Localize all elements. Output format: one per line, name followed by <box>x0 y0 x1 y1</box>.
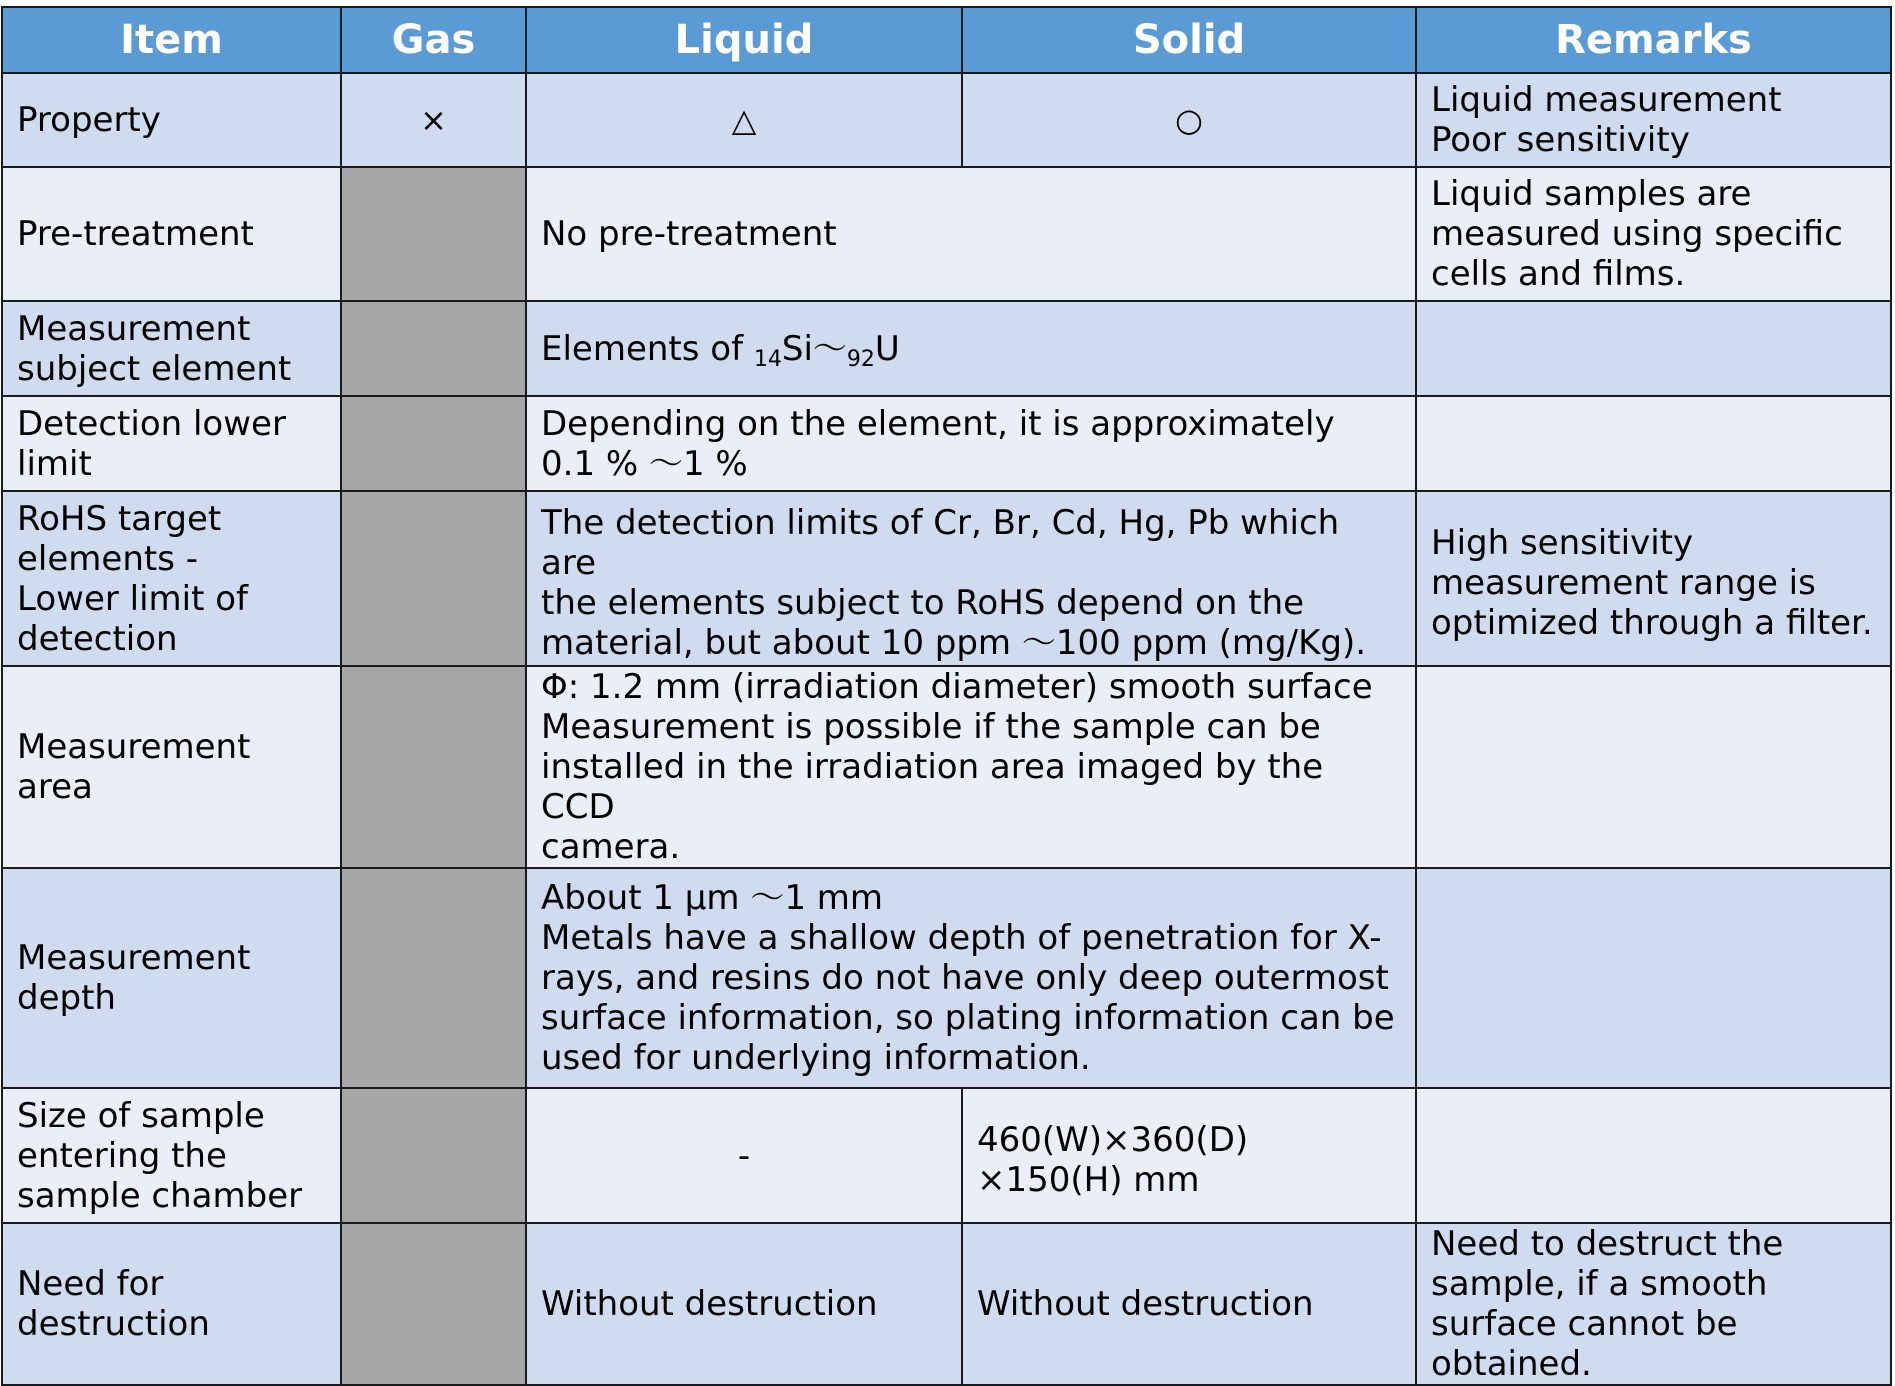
circle-icon: ○ <box>1175 101 1203 139</box>
gas-not-applicable <box>341 167 526 301</box>
remarks-line: cells and films. <box>1431 254 1686 294</box>
detection-lower-label: Detection lower limit <box>2 396 341 491</box>
rohs-remarks: High sensitivity measurement range is optimized through a filter. <box>1416 491 1891 666</box>
remarks-line: Liquid measurement <box>1431 80 1782 120</box>
depth-value: About 1 μm ～1 mm Metals have a shallow depth of penetration for X- rays, and resins do not have only deep outermost surface information, so plating information can be used for underlying information. <box>526 868 1416 1088</box>
header-liquid: Liquid <box>526 7 962 73</box>
row-rohs <box>2 491 1891 666</box>
row-property <box>2 73 1891 167</box>
subject-element-remarks <box>1416 301 1891 396</box>
triangle-icon: △ <box>731 101 757 139</box>
property-liquid-triangle <box>526 73 962 167</box>
detection-lower-value: Depending on the element, it is approximately 0.1 % ～1 % <box>526 396 1416 491</box>
pretreatment-value: No pre-treatment <box>526 167 1416 301</box>
row-depth <box>2 868 1891 1088</box>
subject-element-label: Measurement subject element <box>2 301 341 396</box>
depth-label: Measurement depth <box>2 868 341 1088</box>
rohs-value: The detection limits of Cr, Br, Cd, Hg, Pb which are the elements subject to RoHS depend on the material, but about 10 ppm ～100 ppm (mg/Kg). <box>526 491 1416 666</box>
gas-not-applicable <box>341 1088 526 1223</box>
row-sample-size <box>2 1088 1891 1223</box>
gas-not-applicable <box>341 666 526 868</box>
gas-not-applicable <box>341 301 526 396</box>
property-remarks <box>1416 73 1891 167</box>
remarks-line: Liquid samples are <box>1431 174 1752 214</box>
cross-icon: × <box>420 101 447 139</box>
sample-size-label: Size of sample entering the sample chamber <box>2 1088 341 1223</box>
gas-not-applicable <box>341 868 526 1088</box>
destruction-liquid: Without destruction <box>526 1223 962 1385</box>
gas-not-applicable <box>341 1223 526 1385</box>
sample-size-solid: 460(W)×360(D) ×150(H) mm <box>962 1088 1416 1223</box>
row-subject-element <box>2 301 1891 396</box>
remarks-line: measured using specific <box>1431 214 1843 254</box>
header-item: Item <box>2 7 341 73</box>
row-destruction <box>2 1223 1891 1385</box>
sample-size-remarks <box>1416 1088 1891 1223</box>
area-remarks <box>1416 666 1891 868</box>
detection-lower-remarks <box>1416 396 1891 491</box>
sample-size-liquid: - <box>526 1088 962 1223</box>
rohs-label: RoHS target elements - Lower limit of detection <box>2 491 341 666</box>
header-solid: Solid <box>962 7 1416 73</box>
gas-not-applicable <box>341 491 526 666</box>
header-remarks: Remarks <box>1416 7 1891 73</box>
header-row <box>2 7 1891 73</box>
property-solid-circle <box>962 73 1416 167</box>
row-area <box>2 666 1891 868</box>
comparison-table <box>1 6 1892 1386</box>
destruction-label: Need for destruction <box>2 1223 341 1385</box>
destruction-solid: Without destruction <box>962 1223 1416 1385</box>
depth-remarks <box>1416 868 1891 1088</box>
subject-element-value: Elements of $_{14}Si\sim_{92}U$ <box>526 301 1416 396</box>
remarks-line: Poor sensitivity <box>1431 120 1690 160</box>
area-label: Measurement area <box>2 666 341 868</box>
destruction-remarks: Need to destruct the sample, if a smooth surface cannot be obtained. <box>1416 1223 1891 1385</box>
property-gas-cross <box>341 73 526 167</box>
pretreatment-label: Pre-treatment <box>2 167 341 301</box>
header-gas: Gas <box>341 7 526 73</box>
row-pretreatment <box>2 167 1891 301</box>
gas-not-applicable <box>341 396 526 491</box>
property-label: Property <box>2 73 341 167</box>
area-value: Φ: 1.2 mm (irradiation diameter) smooth surface Measurement is possible if the sample can be installed in the irradiation area imaged by the CCD camera. <box>526 666 1416 868</box>
row-detection-lower <box>2 396 1891 491</box>
pretreatment-remarks <box>1416 167 1891 301</box>
